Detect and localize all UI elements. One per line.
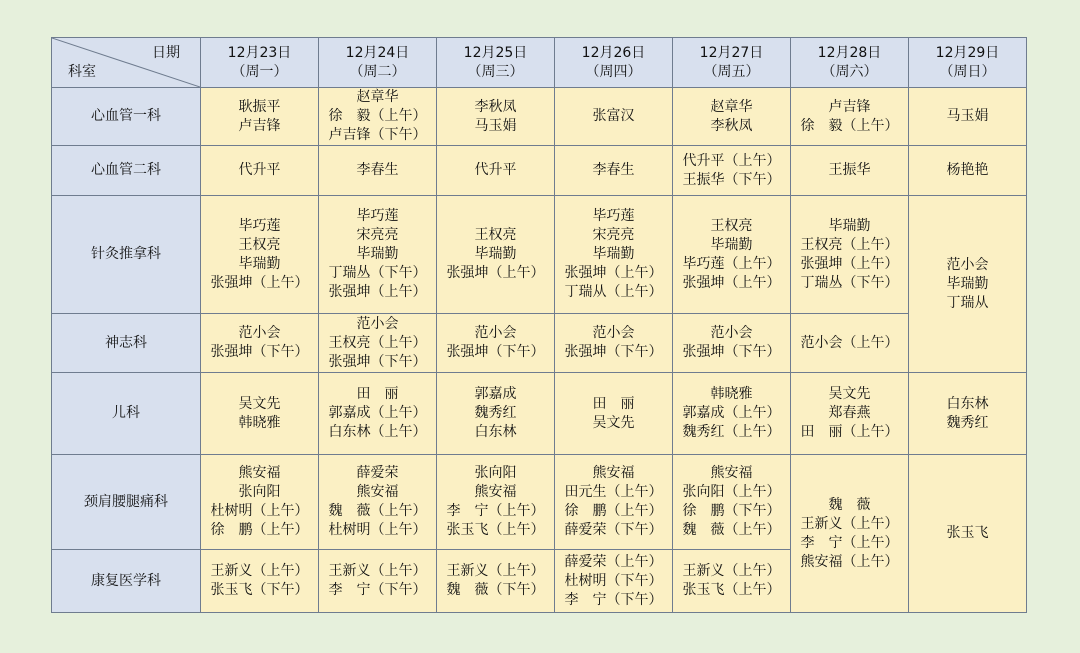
staff-entry: 韩晓雅 xyxy=(238,414,281,431)
header-row xyxy=(52,38,1027,88)
staff-entry: 吴文先 xyxy=(828,386,871,402)
staff-entry: 魏 薇（下午） xyxy=(446,582,545,598)
staff-entry: 卢吉锋 xyxy=(238,117,281,134)
day-weekday: （周日） xyxy=(939,63,996,80)
duty-cell xyxy=(555,550,673,613)
duty-cell xyxy=(791,373,909,455)
staff-entry: 张玉飞（上午） xyxy=(446,522,545,538)
department-row xyxy=(52,455,1027,550)
day-date: 12月24日 xyxy=(345,44,410,61)
staff-entry: 李秋凤 xyxy=(474,98,517,115)
staff-entry: 丁瑞丛（下午） xyxy=(328,265,427,281)
duty-cell xyxy=(437,196,555,314)
staff-entry: 徐 毅（上午） xyxy=(328,108,427,124)
day-date: 12月23日 xyxy=(227,44,292,61)
duty-cell xyxy=(673,196,791,314)
staff-entry: 魏秀红 xyxy=(946,414,989,431)
staff-entry: 徐 鹏（下午） xyxy=(682,503,781,519)
duty-cell xyxy=(791,88,909,146)
staff-entry: 魏 薇（上午） xyxy=(328,503,427,519)
staff-entry: 熊安福 xyxy=(474,484,517,500)
duty-cell xyxy=(319,373,437,455)
duty-cell xyxy=(673,314,791,373)
staff-entry: 王新义（上午） xyxy=(328,563,427,579)
department-name-cell: 儿科 xyxy=(52,373,201,455)
staff-entry: 范小会 xyxy=(356,315,399,332)
staff-entry: 张富汉 xyxy=(592,108,635,124)
staff-entry: 范小会（上午） xyxy=(800,334,899,351)
staff-entry: 张强坤（下午） xyxy=(682,344,781,360)
duty-cell xyxy=(791,314,909,373)
department-row xyxy=(52,146,1027,196)
staff-entry: 王新义（上午） xyxy=(682,563,781,579)
staff-entry: 张玉飞（下午） xyxy=(210,582,309,598)
staff-entry: 熊安福 xyxy=(238,465,281,481)
staff-entry: 魏秀红（上午） xyxy=(682,424,781,440)
duty-cell xyxy=(437,373,555,455)
department-row xyxy=(52,196,1027,314)
duty-cell xyxy=(555,88,673,146)
day-weekday: （周二） xyxy=(349,63,406,80)
staff-entry: 王振华（下午） xyxy=(682,171,781,188)
staff-entry: 毕巧莲（上午） xyxy=(682,255,781,272)
staff-entry: 张玉飞 xyxy=(946,525,989,541)
staff-entry: 王权亮 xyxy=(238,236,281,253)
staff-entry: 徐 毅（上午） xyxy=(800,117,899,134)
staff-entry: 张强坤（上午） xyxy=(564,265,663,281)
day-weekday: （周一） xyxy=(231,63,288,80)
day-weekday: （周四） xyxy=(585,63,642,80)
department-name-cell: 康复医学科 xyxy=(52,550,201,613)
duty-cell xyxy=(673,146,791,196)
staff-entry: 张强坤（上午） xyxy=(446,265,545,281)
staff-entry: 李 宁（下午） xyxy=(328,582,427,598)
date-axis-label: 日期 xyxy=(152,45,180,61)
staff-entry: 韩晓雅 xyxy=(710,386,753,402)
day-header-6 xyxy=(909,38,1027,88)
staff-entry: 范小会 xyxy=(946,256,989,273)
staff-entry: 毕巧莲 xyxy=(238,217,281,234)
staff-entry: 范小会 xyxy=(238,325,281,341)
duty-cell xyxy=(673,550,791,613)
day-weekday: （周五） xyxy=(703,63,760,80)
staff-entry: 张强坤（上午） xyxy=(800,255,899,272)
department-row xyxy=(52,314,1027,373)
staff-entry: 熊安福 xyxy=(356,484,399,500)
department-name-cell: 心血管一科 xyxy=(52,88,201,146)
staff-entry: 张强坤（上午） xyxy=(328,284,427,300)
duty-cell xyxy=(319,196,437,314)
duty-cell xyxy=(201,373,319,455)
duty-cell xyxy=(319,314,437,373)
staff-entry: 代升平 xyxy=(238,162,281,178)
staff-entry: 王新义（上午） xyxy=(800,515,899,532)
staff-entry: 王新义（上午） xyxy=(210,563,309,579)
staff-entry: 张玉飞（上午） xyxy=(682,582,781,598)
staff-entry: 范小会 xyxy=(710,325,753,341)
duty-cell xyxy=(201,455,319,550)
staff-entry: 张向阳 xyxy=(474,465,517,481)
staff-entry: 代升平（上午） xyxy=(682,152,781,169)
staff-entry: 毕瑞勤 xyxy=(356,246,399,262)
duty-cell xyxy=(437,550,555,613)
duty-cell xyxy=(319,550,437,613)
staff-entry: 郭嘉成（上午） xyxy=(328,405,427,421)
staff-entry: 薛爱荣（上午） xyxy=(564,553,663,570)
staff-entry: 杨艳艳 xyxy=(946,162,989,178)
day-date: 12月26日 xyxy=(581,44,646,61)
duty-cell xyxy=(201,146,319,196)
staff-entry: 徐 鹏（上午） xyxy=(210,522,309,538)
staff-entry: 李 宁（上午） xyxy=(446,503,545,519)
staff-entry: 王权亮（上午） xyxy=(328,334,427,351)
duty-cell xyxy=(319,146,437,196)
day-header-5 xyxy=(791,38,909,88)
staff-entry: 李春生 xyxy=(356,162,399,178)
day-weekday: （周六） xyxy=(821,63,878,80)
staff-entry: 李 宁（下午） xyxy=(564,591,663,608)
staff-entry: 毕瑞勤 xyxy=(828,217,871,234)
day-weekday: （周三） xyxy=(467,63,524,80)
staff-entry: 赵章华 xyxy=(710,98,753,115)
department-row xyxy=(52,373,1027,455)
department-row xyxy=(52,88,1027,146)
department-name-cell: 神志科 xyxy=(52,314,201,373)
staff-entry: 赵章华 xyxy=(356,89,399,105)
department-name-cell: 心血管二科 xyxy=(52,146,201,196)
staff-entry: 毕瑞勤 xyxy=(946,275,989,292)
department-name-cell: 颈肩腰腿痛科 xyxy=(52,455,201,550)
staff-entry: 张强坤（上午） xyxy=(682,274,781,291)
staff-entry: 杜树明（上午） xyxy=(210,503,309,519)
staff-entry: 薛爱荣 xyxy=(356,465,399,481)
day-date: 12月28日 xyxy=(817,44,882,61)
day-header-3 xyxy=(555,38,673,88)
staff-entry: 范小会 xyxy=(592,325,635,341)
staff-entry: 郭嘉成 xyxy=(474,386,517,402)
duty-cell-merged xyxy=(791,455,909,613)
staff-entry: 毕瑞勤 xyxy=(592,246,635,262)
duty-cell xyxy=(791,146,909,196)
duty-cell xyxy=(673,373,791,455)
duty-cell xyxy=(319,88,437,146)
staff-entry: 毕瑞勤 xyxy=(238,255,281,272)
duty-cell xyxy=(555,196,673,314)
staff-entry: 白东林 xyxy=(946,395,989,412)
staff-entry: 丁瑞丛（下午） xyxy=(800,274,899,291)
duty-cell xyxy=(909,373,1027,455)
staff-entry: 马玉娟 xyxy=(946,108,989,124)
duty-cell xyxy=(437,146,555,196)
day-header-4 xyxy=(673,38,791,88)
staff-entry: 张强坤（下午） xyxy=(328,353,427,370)
staff-entry: 白东林 xyxy=(474,424,517,440)
staff-entry: 王振华 xyxy=(828,162,871,178)
duty-cell xyxy=(909,146,1027,196)
staff-entry: 毕巧莲 xyxy=(592,208,635,224)
staff-entry: 丁瑞从 xyxy=(946,294,989,311)
staff-entry: 田 丽 xyxy=(356,386,399,402)
staff-entry: 田 丽 xyxy=(592,395,635,412)
corner-header-cell xyxy=(52,38,201,88)
staff-entry: 张向阳（上午） xyxy=(682,484,781,500)
staff-entry: 卢吉锋 xyxy=(828,98,871,115)
staff-entry: 白东林（上午） xyxy=(328,424,427,440)
staff-entry: 熊安福 xyxy=(592,465,635,481)
staff-entry: 杜树明（上午） xyxy=(328,522,427,538)
duty-cell xyxy=(201,314,319,373)
duty-cell-merged xyxy=(909,455,1027,613)
duty-cell xyxy=(555,314,673,373)
staff-entry: 李秋凤 xyxy=(710,117,753,134)
staff-entry: 魏 薇 xyxy=(828,496,871,513)
staff-entry: 田 丽（上午） xyxy=(800,424,899,440)
duty-cell xyxy=(437,88,555,146)
staff-entry: 毕瑞勤 xyxy=(710,236,753,253)
staff-entry: 毕巧莲 xyxy=(356,208,399,224)
duty-cell xyxy=(673,455,791,550)
staff-entry: 张强坤（下午） xyxy=(564,344,663,360)
staff-entry: 宋亮亮 xyxy=(592,227,635,243)
duty-cell xyxy=(201,88,319,146)
staff-entry: 郑春燕 xyxy=(828,405,871,421)
duty-cell xyxy=(437,314,555,373)
staff-entry: 张向阳 xyxy=(238,484,281,500)
day-header-2 xyxy=(437,38,555,88)
duty-cell xyxy=(555,455,673,550)
staff-entry: 薛爱荣（下午） xyxy=(564,522,663,538)
department-name-cell: 针灸推拿科 xyxy=(52,196,201,314)
day-date: 12月25日 xyxy=(463,44,528,61)
duty-cell xyxy=(201,196,319,314)
day-header-1 xyxy=(319,38,437,88)
department-axis-label: 科室 xyxy=(68,64,96,80)
day-date: 12月29日 xyxy=(935,44,1000,61)
staff-entry: 张强坤（上午） xyxy=(210,274,309,291)
duty-cell xyxy=(319,455,437,550)
duty-cell xyxy=(791,196,909,314)
day-header-0 xyxy=(201,38,319,88)
staff-entry: 魏秀红 xyxy=(474,405,517,421)
staff-entry: 李 宁（上午） xyxy=(800,534,899,551)
duty-cell xyxy=(673,88,791,146)
staff-entry: 魏 薇（上午） xyxy=(682,522,781,538)
staff-entry: 王权亮（上午） xyxy=(800,236,899,253)
duty-cell xyxy=(555,146,673,196)
staff-entry: 代升平 xyxy=(474,162,517,178)
staff-entry: 郭嘉成（上午） xyxy=(682,405,781,421)
duty-cell xyxy=(437,455,555,550)
staff-entry: 田元生（上午） xyxy=(564,484,663,500)
staff-entry: 王权亮 xyxy=(474,227,517,243)
staff-entry: 吴文先 xyxy=(592,414,635,431)
staff-entry: 熊安福（上午） xyxy=(800,553,899,570)
duty-schedule-table xyxy=(51,37,1027,613)
staff-entry: 吴文先 xyxy=(238,395,281,412)
staff-entry: 卢吉锋（下午） xyxy=(328,127,427,143)
staff-entry: 张强坤（下午） xyxy=(210,344,309,360)
staff-entry: 马玉娟 xyxy=(474,117,517,134)
duty-cell xyxy=(201,550,319,613)
staff-entry: 王新义（上午） xyxy=(446,563,545,579)
staff-entry: 杜树明（下午） xyxy=(564,572,663,589)
staff-entry: 丁瑞从（上午） xyxy=(564,284,663,300)
day-date: 12月27日 xyxy=(699,44,764,61)
duty-cell xyxy=(555,373,673,455)
staff-entry: 徐 鹏（上午） xyxy=(564,503,663,519)
duty-cell xyxy=(909,88,1027,146)
duty-cell-merged xyxy=(909,196,1027,373)
staff-entry: 耿振平 xyxy=(238,98,281,115)
staff-entry: 王权亮 xyxy=(710,217,753,234)
staff-entry: 熊安福 xyxy=(710,465,753,481)
staff-entry: 范小会 xyxy=(474,325,517,341)
staff-entry: 宋亮亮 xyxy=(356,227,399,243)
staff-entry: 毕瑞勤 xyxy=(474,246,517,262)
staff-entry: 张强坤（下午） xyxy=(446,344,545,360)
staff-entry: 李春生 xyxy=(592,162,635,178)
